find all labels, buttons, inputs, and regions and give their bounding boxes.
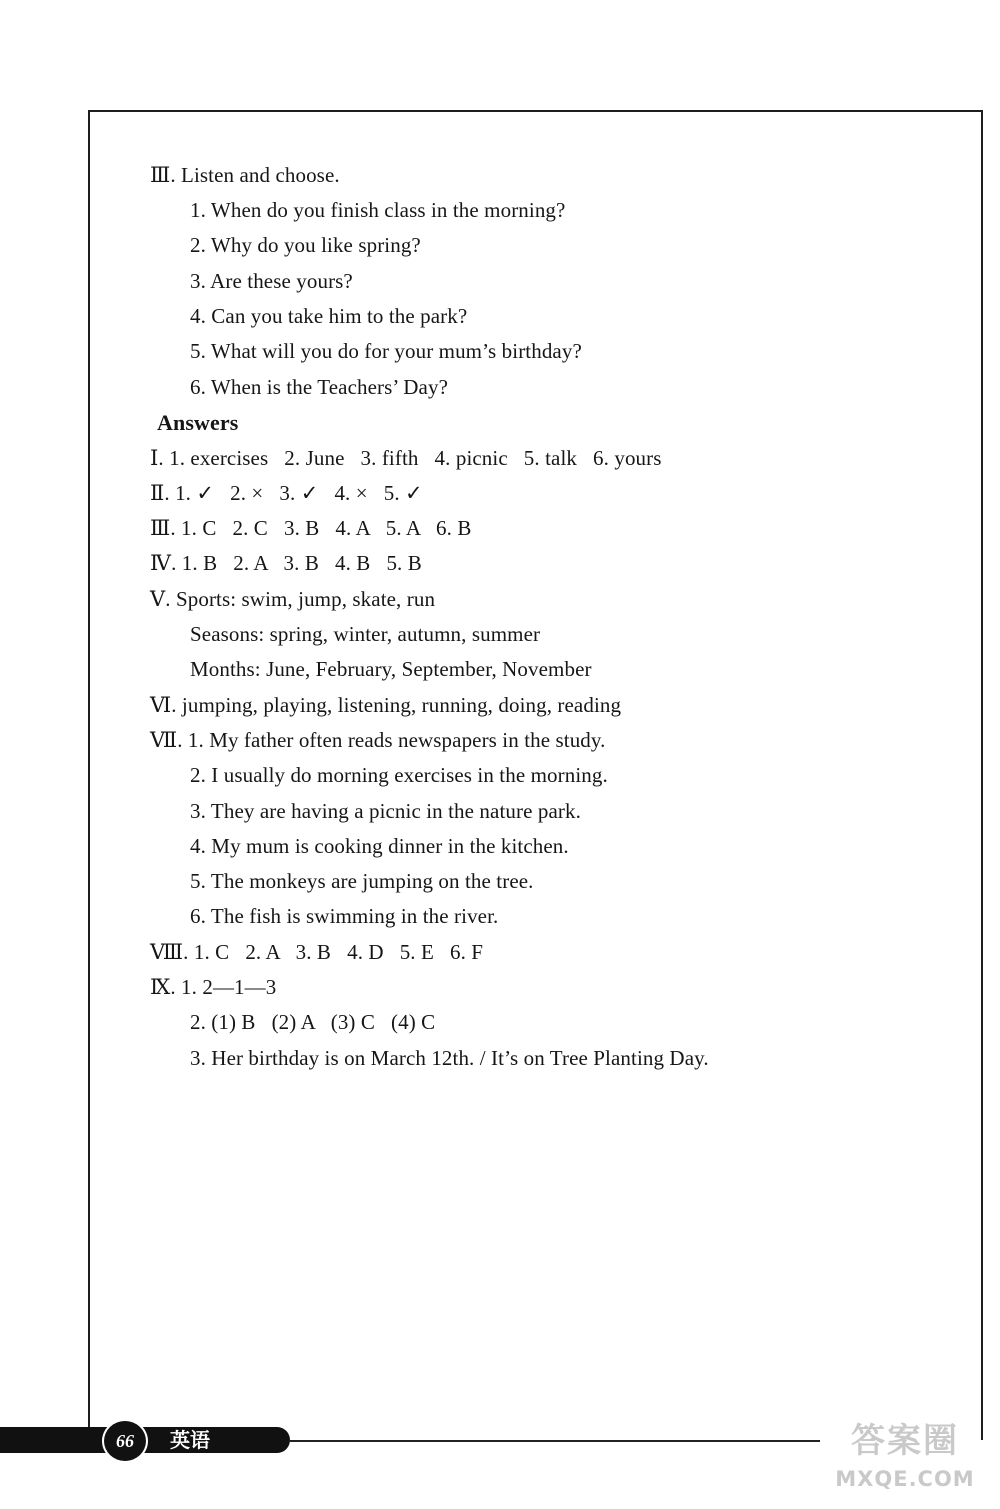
watermark-url: MXQE.COM (835, 1467, 975, 1491)
question-item: 2. Why do you like spring? (190, 233, 421, 257)
subject-label: 英语 (170, 1428, 210, 1452)
answer-line: 4. My mum is cooking dinner in the kitchen. (190, 834, 569, 858)
answer-line: Ⅵ. jumping, playing, listening, running, doing, reading (150, 693, 622, 717)
answer-line: Ⅰ. 1. exercises 2. June 3. fifth 4. picnic 5. talk 6. yours (150, 446, 662, 470)
answer-line: Seasons: spring, winter, autumn, summer (190, 622, 541, 646)
answer-line: Ⅴ. Sports: swim, jump, skate, run (150, 587, 436, 611)
answer-line: Ⅱ. 1. ✓ 2. × 3. ✓ 4. × 5. ✓ (150, 481, 423, 505)
answer-line: Ⅷ. 1. C 2. A 3. B 4. D 5. E 6. F (150, 940, 484, 964)
answer-line: 2. (1) B (2) A (3) C (4) C (190, 1010, 436, 1034)
answer-line: Ⅸ. 1. 2—1—3 (150, 975, 277, 999)
page-number: 66 (102, 1419, 148, 1463)
question-item: 5. What will you do for your mum’s birthday? (190, 339, 582, 363)
section-3-heading: Ⅲ. Listen and choose. (150, 163, 340, 187)
answer-line: Ⅳ. 1. B 2. A 3. B 4. B 5. B (150, 551, 422, 575)
footer-rule (290, 1440, 820, 1442)
question-item: 6. When is the Teachers’ Day? (190, 375, 448, 399)
answer-line: 2. I usually do morning exercises in the morning. (190, 763, 608, 787)
answer-line: Ⅶ. 1. My father often reads newspapers in the study. (150, 728, 606, 752)
question-item: 1. When do you finish class in the morning? (190, 198, 566, 222)
watermark (815, 1418, 995, 1504)
question-item: 4. Can you take him to the park? (190, 304, 468, 328)
answer-line: 5. The monkeys are jumping on the tree. (190, 869, 534, 893)
answer-line: 3. They are having a picnic in the nature park. (190, 799, 581, 823)
answers-title: Answers (157, 410, 239, 435)
answer-line: 6. The fish is swimming in the river. (190, 904, 499, 928)
question-item: 3. Are these yours? (190, 269, 353, 293)
watermark-logo: 答案圈 (851, 1421, 959, 1461)
answer-line: Months: June, February, September, November (190, 657, 592, 681)
answer-line: Ⅲ. 1. C 2. C 3. B 4. A 5. A 6. B (150, 516, 472, 540)
answer-line: 3. Her birthday is on March 12th. / It’s on Tree Planting Day. (190, 1046, 709, 1070)
